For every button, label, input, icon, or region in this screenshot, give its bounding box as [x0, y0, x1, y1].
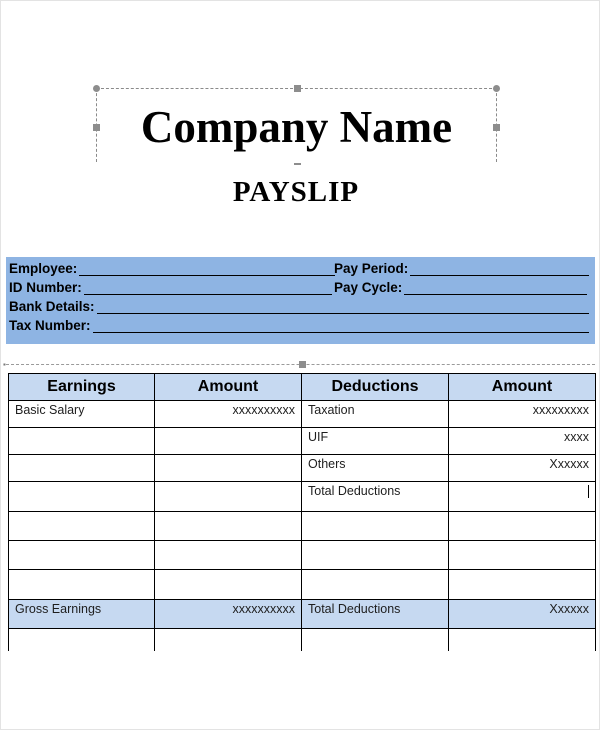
earning-cell[interactable] [9, 629, 155, 651]
tax-number-field[interactable] [9, 314, 589, 333]
deduction-cell[interactable] [302, 629, 449, 651]
text-cursor [588, 485, 589, 498]
earning-amount-cell[interactable] [155, 541, 302, 570]
pay-cycle-field[interactable] [334, 276, 587, 295]
earning-amount-cell[interactable] [155, 428, 302, 455]
table-row [9, 570, 596, 600]
resize-handle-top-left[interactable] [93, 85, 100, 92]
deductions-amount-header: Amount [449, 374, 596, 401]
deduction-amount-cell[interactable]: xxxxxxxxx [449, 401, 596, 428]
summary-row [9, 600, 596, 629]
table-row [9, 428, 596, 455]
earning-cell[interactable] [9, 455, 155, 482]
earning-amount-cell[interactable] [155, 512, 302, 541]
id-number-blank-line[interactable] [84, 281, 332, 295]
deduction-amount-cell[interactable] [449, 482, 596, 512]
employee-field[interactable] [9, 257, 335, 276]
earning-cell[interactable] [9, 570, 155, 600]
bank-details-label: Bank Details: [9, 299, 95, 314]
table-row [9, 455, 596, 482]
earning-cell[interactable] [9, 512, 155, 541]
deduction-cell[interactable]: Taxation [302, 401, 449, 428]
earnings-header: Earnings [9, 374, 155, 401]
table-row [9, 401, 596, 428]
earning-amount-cell[interactable] [155, 570, 302, 600]
bank-details-blank-line[interactable] [97, 300, 589, 314]
deductions-header: Deductions [302, 374, 449, 401]
table-move-handle[interactable] [299, 361, 306, 368]
table-row [9, 629, 596, 651]
deduction-cell[interactable] [302, 570, 449, 600]
id-number-label: ID Number: [9, 280, 82, 295]
pay-period-blank-line[interactable] [410, 262, 589, 276]
deduction-amount-cell[interactable] [449, 570, 596, 600]
resize-handle-bottom[interactable] [294, 163, 301, 165]
earning-amount-cell[interactable] [155, 455, 302, 482]
earning-amount-cell[interactable] [155, 482, 302, 512]
total-deductions-cell[interactable]: Total Deductions [302, 600, 449, 629]
earning-cell[interactable] [9, 482, 155, 512]
deduction-amount-cell[interactable]: Xxxxxx [449, 455, 596, 482]
title-text-box[interactable] [96, 88, 497, 162]
resize-handle-top[interactable] [294, 85, 301, 92]
id-number-field[interactable] [9, 276, 332, 295]
deduction-cell[interactable]: Total Deductions [302, 482, 449, 512]
resize-handle-top-right[interactable] [493, 85, 500, 92]
deduction-cell[interactable]: Others [302, 455, 449, 482]
deduction-cell[interactable] [302, 512, 449, 541]
paragraph-anchor-icon: ▪ [3, 360, 6, 369]
table-row [9, 541, 596, 570]
pay-cycle-blank-line[interactable] [404, 281, 587, 295]
table-row [9, 482, 596, 512]
earning-amount-cell[interactable]: xxxxxxxxxx [155, 401, 302, 428]
earning-cell[interactable]: Basic Salary [9, 401, 155, 428]
deduction-cell[interactable] [302, 541, 449, 570]
company-name: Company Name [140, 102, 453, 152]
earnings-amount-header: Amount [155, 374, 302, 401]
document-title: PAYSLIP [232, 176, 360, 208]
deduction-amount-cell[interactable] [449, 541, 596, 570]
gross-earnings-amount-cell[interactable]: xxxxxxxxxx [155, 600, 302, 629]
pay-cycle-label: Pay Cycle: [334, 280, 403, 295]
pay-period-field[interactable] [334, 257, 589, 276]
bank-details-field[interactable] [9, 295, 589, 314]
deduction-amount-cell[interactable] [449, 512, 596, 541]
earning-amount-cell[interactable] [155, 629, 302, 651]
gross-earnings-cell[interactable]: Gross Earnings [9, 600, 155, 629]
total-deductions-amount-cell[interactable]: Xxxxxx [449, 600, 596, 629]
deduction-amount-cell[interactable] [449, 629, 596, 651]
employee-details-section [6, 257, 595, 344]
earning-cell[interactable] [9, 428, 155, 455]
table-header-row [9, 374, 596, 401]
payslip-table [8, 373, 596, 651]
employee-blank-line[interactable] [79, 262, 335, 276]
table-row [9, 512, 596, 541]
tax-number-label: Tax Number: [9, 318, 91, 333]
employee-label: Employee: [9, 261, 78, 276]
deduction-amount-cell[interactable]: xxxx [449, 428, 596, 455]
deduction-cell[interactable]: UIF [302, 428, 449, 455]
earning-cell[interactable] [9, 541, 155, 570]
pay-period-label: Pay Period: [334, 261, 409, 276]
tax-number-blank-line[interactable] [93, 319, 589, 333]
